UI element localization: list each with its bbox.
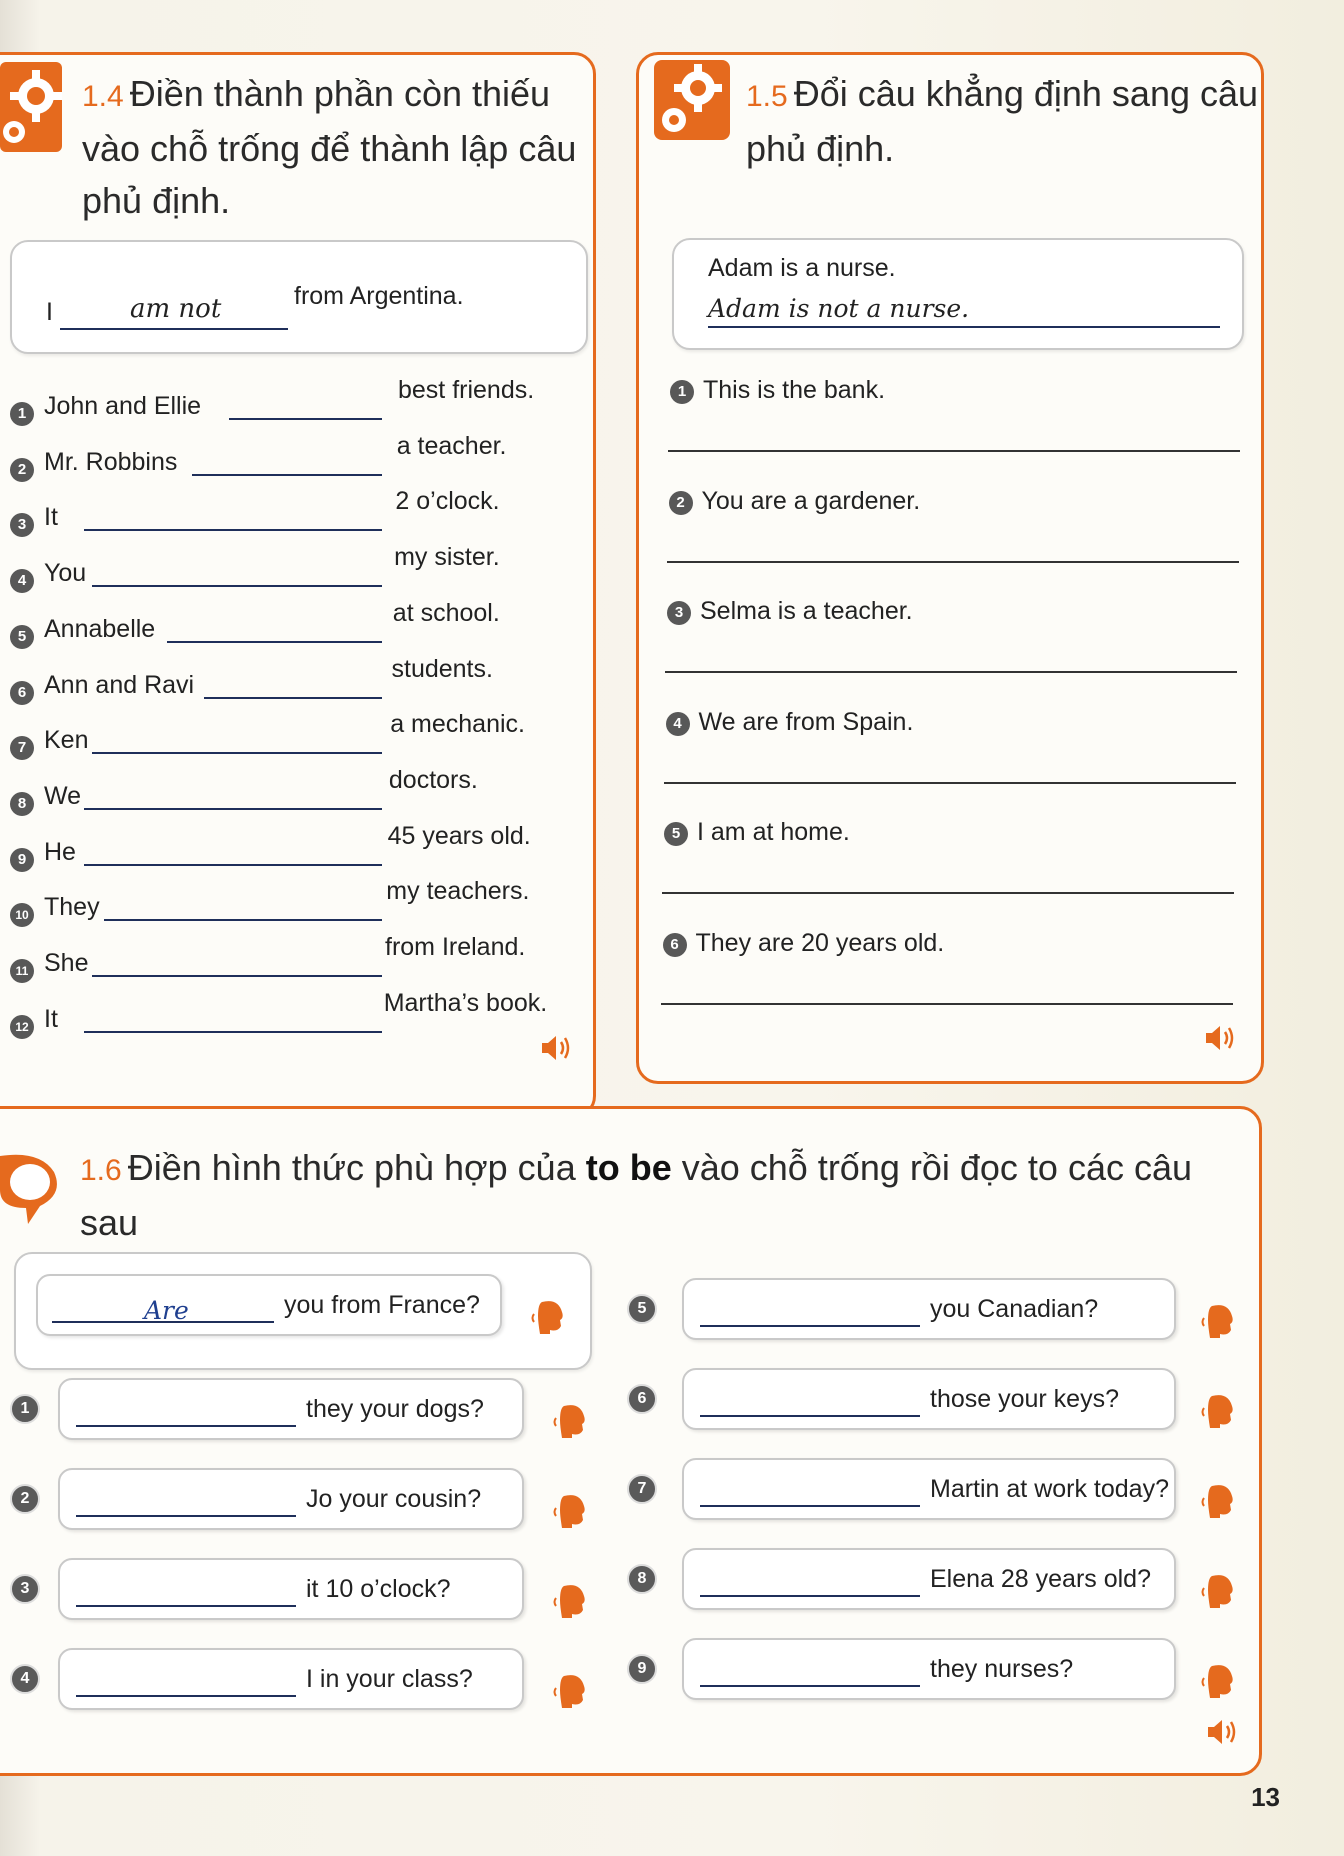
item-number-badge: 2 (10, 1484, 40, 1514)
item-rest: at school. (392, 598, 500, 627)
item-number-badge: 12 (10, 1015, 34, 1039)
answer-blank[interactable] (700, 1415, 920, 1417)
answer-blank[interactable] (84, 1031, 382, 1033)
question-text: Jo your cousin? (306, 1485, 482, 1513)
exercise-1-6-title: 1.6 Điền hình thức phù hợp của to be vào chỗ trống rồi đọc to các câu sau (80, 1147, 1193, 1243)
item-number-badge: 6 (663, 933, 687, 957)
answer-blank[interactable] (204, 697, 382, 699)
item-number-badge: 5 (10, 625, 34, 649)
item-rest: doctors. (388, 765, 478, 794)
gear-icon (654, 60, 730, 140)
speaker-icon[interactable] (540, 1032, 576, 1064)
answer-blank[interactable] (192, 474, 383, 476)
item-number-badge: 1 (670, 380, 694, 404)
speaking-head-icon[interactable] (1198, 1570, 1238, 1610)
speaking-head-icon[interactable] (1198, 1660, 1238, 1700)
item-rest: my teachers. (386, 877, 530, 906)
example-answer: Are (144, 1296, 189, 1325)
item-rest: 45 years old. (387, 821, 531, 850)
question-box (58, 1558, 524, 1620)
item-subject: You (44, 559, 87, 588)
answer-blank[interactable] (167, 641, 383, 643)
item-number-badge: 4 (666, 712, 690, 736)
item-rest: my sister. (394, 543, 500, 572)
answer-blank[interactable] (700, 1505, 920, 1507)
question-text: Martin at work today? (930, 1475, 1169, 1503)
speaking-head-icon[interactable] (1198, 1480, 1238, 1520)
answer-line[interactable] (667, 561, 1239, 563)
item-number-badge: 9 (627, 1654, 657, 1684)
exercise-1-4-title: 1.4 Điền thành phần còn thiếu vào chỗ trống để thành lập câu phủ định. (82, 73, 577, 221)
item-sentence: You are a gardener. (701, 486, 921, 515)
item-rest: a teacher. (396, 431, 507, 460)
speaking-head-icon[interactable] (1198, 1390, 1238, 1430)
item-number-badge: 4 (10, 569, 34, 593)
item-subject: It (44, 503, 58, 532)
question-box (58, 1468, 524, 1530)
answer-blank[interactable] (700, 1685, 920, 1687)
answer-blank[interactable] (76, 1605, 296, 1607)
answer-blank[interactable] (700, 1595, 920, 1597)
question-text: they your dogs? (306, 1395, 484, 1423)
example-answer: am not (130, 294, 222, 324)
example-rest: from Argentina. (294, 282, 464, 310)
answer-blank[interactable] (76, 1425, 296, 1427)
item-subject: She (44, 949, 89, 977)
answer-line[interactable] (668, 450, 1240, 452)
item-number-badge: 10 (10, 903, 34, 927)
item-subject: We (44, 781, 82, 810)
item-rest: best friends. (398, 376, 535, 404)
gear-icon (0, 62, 62, 152)
page-number: 13 (1251, 1782, 1280, 1812)
question-box (58, 1648, 524, 1710)
question-box (682, 1638, 1176, 1700)
example-rest: you from France? (284, 1291, 480, 1319)
item-number-badge: 8 (10, 792, 34, 816)
item-number-badge: 11 (10, 959, 34, 983)
answer-blank[interactable] (92, 585, 383, 587)
item-subject: He (44, 837, 76, 866)
item-subject: Mr. Robbins (44, 447, 178, 476)
exercise-1-4-example (10, 240, 588, 354)
item-number-badge: 3 (10, 513, 34, 537)
answer-blank[interactable] (84, 808, 382, 810)
item-number-badge: 5 (627, 1294, 657, 1324)
speaking-head-icon[interactable] (550, 1580, 590, 1620)
example-answer: Adam is not a nurse. (708, 294, 970, 323)
item-number-badge: 9 (10, 848, 34, 872)
question-text: they nurses? (930, 1655, 1074, 1683)
answer-blank[interactable] (92, 975, 383, 977)
item-number-badge: 6 (627, 1384, 657, 1414)
item-sentence: They are 20 years old. (695, 928, 945, 957)
answer-line[interactable] (665, 671, 1237, 673)
question-text: those your keys? (930, 1385, 1119, 1413)
example-subject: I (46, 298, 53, 326)
speaking-head-icon[interactable] (528, 1296, 568, 1336)
item-number-badge: 4 (10, 1664, 40, 1694)
speech-bubble-icon (0, 1150, 62, 1226)
answer-blank[interactable] (104, 919, 382, 921)
answer-blank[interactable] (76, 1515, 296, 1517)
speaker-icon[interactable] (1204, 1022, 1240, 1054)
answer-line[interactable] (664, 782, 1236, 784)
speaking-head-icon[interactable] (550, 1670, 590, 1710)
exercise-1-5-example (672, 238, 1244, 350)
answer-blank[interactable] (700, 1325, 920, 1327)
speaking-head-icon[interactable] (1198, 1300, 1238, 1340)
question-text: Elena 28 years old? (930, 1565, 1151, 1593)
question-box (682, 1458, 1176, 1520)
item-sentence: We are from Spain. (698, 707, 914, 736)
item-sentence: I am at home. (697, 818, 850, 846)
answer-blank[interactable] (229, 418, 382, 420)
item-number-badge: 7 (627, 1474, 657, 1504)
answer-blank[interactable] (76, 1695, 296, 1697)
answer-blank[interactable] (84, 529, 382, 531)
question-box (682, 1278, 1176, 1340)
item-number-badge: 5 (664, 822, 688, 846)
item-sentence: Selma is a teacher. (700, 597, 913, 625)
exercise-1-6-example-box (36, 1274, 502, 1336)
item-rest: a mechanic. (390, 710, 525, 739)
question-text: I in your class? (306, 1665, 473, 1693)
item-rest: Martha’s book. (383, 988, 548, 1017)
question-box (682, 1368, 1176, 1430)
item-subject: John and Ellie (44, 392, 202, 420)
item-subject: Ann and Ravi (44, 670, 195, 699)
item-number-badge: 8 (627, 1564, 657, 1594)
answer-blank[interactable] (92, 752, 383, 754)
example-line (708, 326, 1220, 328)
speaking-head-icon[interactable] (550, 1490, 590, 1530)
item-number-badge: 3 (667, 601, 691, 625)
question-text: you Canadian? (930, 1295, 1099, 1323)
answer-blank[interactable] (84, 864, 382, 866)
exercise-1-5-title: 1.5 Đổi câu khẳng định sang câu phủ định. (746, 73, 1259, 169)
item-rest: students. (391, 654, 493, 683)
item-number-badge: 1 (10, 1394, 40, 1424)
question-box (58, 1378, 524, 1440)
item-number-badge: 6 (10, 681, 34, 705)
question-box (682, 1548, 1176, 1610)
item-subject: They (44, 893, 100, 922)
item-number-badge: 2 (669, 491, 693, 515)
item-number-badge: 1 (10, 402, 34, 426)
item-sentence: This is the bank. (703, 376, 886, 404)
answer-line[interactable] (661, 1003, 1233, 1005)
item-subject: It (44, 1004, 58, 1033)
example-sentence: Adam is a nurse. (708, 254, 896, 282)
item-number-badge: 3 (10, 1574, 40, 1604)
question-text: it 10 o’clock? (306, 1575, 451, 1603)
speaking-head-icon[interactable] (550, 1400, 590, 1440)
item-number-badge: 7 (10, 736, 34, 760)
example-blank (60, 328, 288, 330)
item-subject: Ken (44, 726, 89, 755)
item-subject: Annabelle (44, 614, 156, 643)
speaker-icon[interactable] (1206, 1716, 1242, 1748)
item-number-badge: 2 (10, 458, 34, 482)
item-rest: 2 o’clock. (395, 487, 500, 516)
answer-line[interactable] (662, 892, 1234, 894)
item-rest: from Ireland. (385, 933, 526, 961)
